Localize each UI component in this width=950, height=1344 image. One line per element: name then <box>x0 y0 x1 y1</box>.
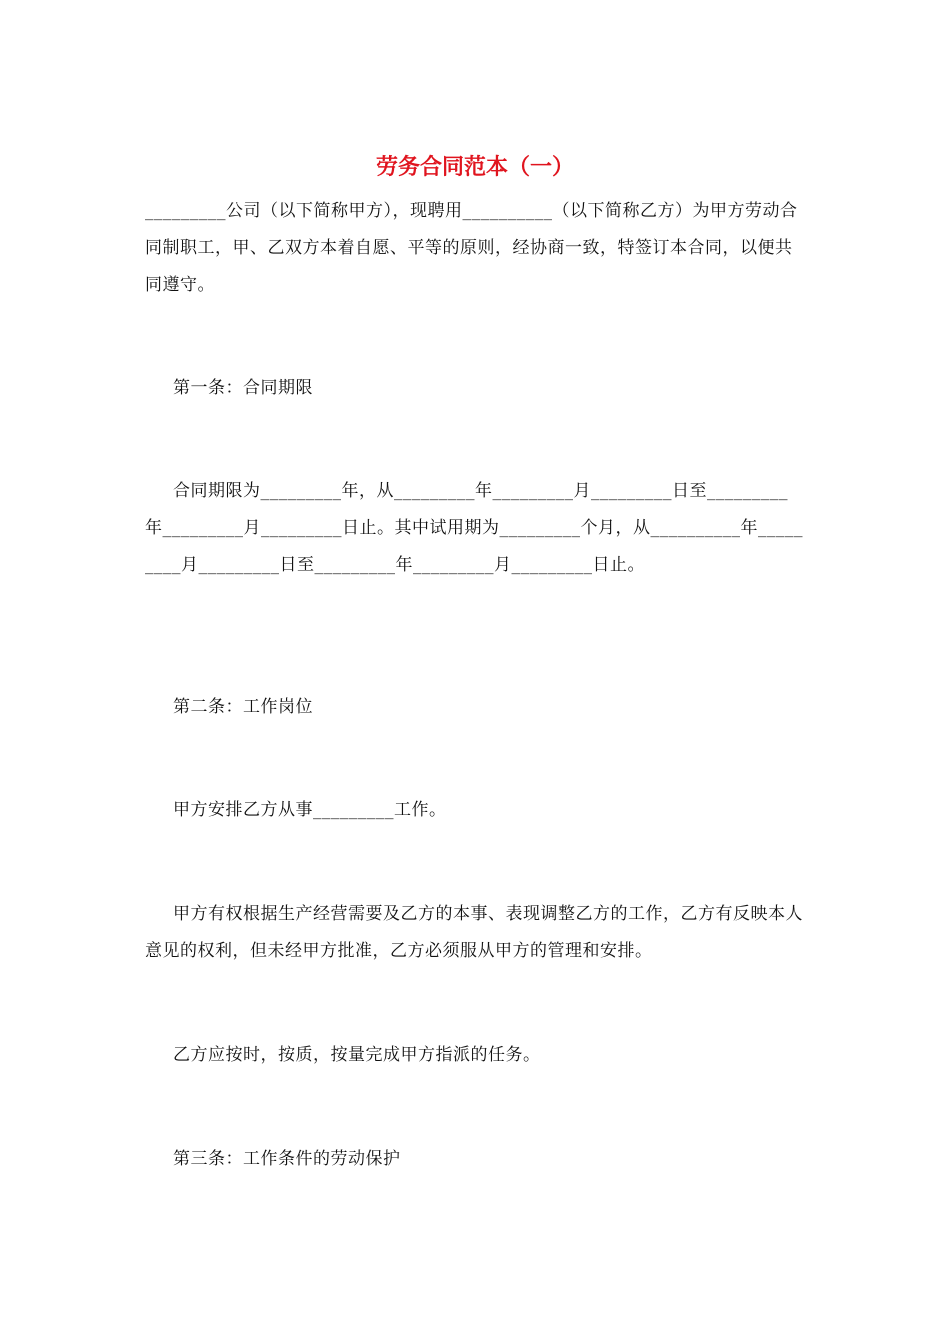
document-title: 劳务合同范本（一） <box>375 154 574 180</box>
job-assignment-paragraph: 甲方安排乙方从事_________工作。 <box>173 800 447 820</box>
task-completion-paragraph: 乙方应按时，按质，按量完成甲方指派的任务。 <box>173 1045 541 1065</box>
article-3-heading: 第三条：工作条件的劳动保护 <box>173 1149 401 1169</box>
contract-term-paragraph: 合同期限为_________年，从_________年_________月_________日至_________年_________月_________日止。其中试用期为_________个月，从__________年_________月_________日至_________年_________月_________日止。 <box>145 481 803 575</box>
article-1-heading: 第一条：合同期限 <box>173 378 313 398</box>
job-adjustment-paragraph: 甲方有权根据生产经营需要及乙方的本事、表现调整乙方的工作，乙方有反映本人意见的权利，但未经甲方批准，乙方必须服从甲方的管理和安排。 <box>145 904 803 961</box>
article-2-heading: 第二条：工作岗位 <box>173 697 313 717</box>
intro-paragraph: _________公司（以下简称甲方），现聘用__________（以下简称乙方）为甲方劳动合同制职工，甲、乙双方本着自愿、平等的原则，经协商一致，特签订本合同，以便共同遵守。 <box>145 201 798 295</box>
